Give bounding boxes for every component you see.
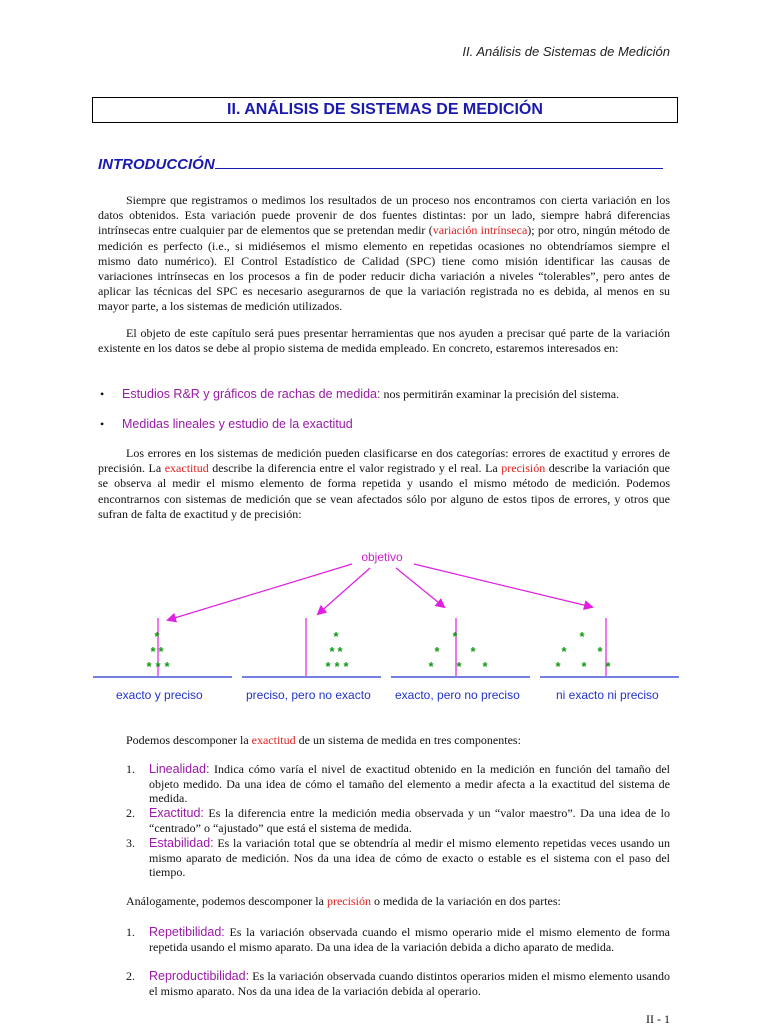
list2-text-1: Es la variación observada cuando el mismo operario mide el mismo elemento de forma repetida usando el mismo aparato. Da una idea de la variación debida a dicho aparato de medida.: [149, 925, 670, 954]
caption-precise-not-accurate: preciso, pero no exacto: [246, 688, 371, 702]
star: *: [482, 659, 488, 674]
paragraph-5: [98, 894, 670, 909]
list2-text-2: Es la variación observada cuando distintos operarios miden el mismo elemento usando el mismo aparato. Nos da una idea de la variación debida al operario.: [149, 969, 670, 998]
list2-num-1: 1.: [126, 925, 135, 939]
arrow-to-precise-not-accurate: [318, 568, 370, 614]
term-exactitud: Exactitud:: [149, 806, 204, 820]
list1-text-3: Es la variación total que se obtendría al medir el mismo elemento repetidas veces usando un mismo aparato de medición. Nos da una idea de cómo de exacto o estable es el sistema con el paso del tiempo.: [149, 836, 670, 880]
arrow-to-neither: [414, 564, 592, 607]
p3-part-a: Los errores en los sistemas de medición pueden clasificarse en dos categorías: errores de exactitud y errores de precisión. La: [98, 446, 670, 476]
star: *: [337, 644, 343, 659]
p2-text: El objeto de este capítulo será pues presentar herramientas que nos ayuden a precisar qué parte de la variación existente en los datos se debe al propio sistema de medida empleado. En concreto, estaremos interesados en:: [98, 326, 670, 356]
star: *: [581, 659, 587, 674]
precision-accuracy-diagram: [0, 540, 768, 710]
p5-part-a: Análogamente, podemos descomponer la: [126, 894, 327, 908]
bullet-item-2: [122, 417, 670, 432]
list2-num-2: 2.: [126, 969, 135, 983]
p4-term-exactitud: exactitud: [251, 733, 296, 747]
bullet-item-1: [122, 387, 670, 402]
caption-neither: ni exacto ni preciso: [556, 688, 659, 702]
p5-part-c: o medida de la variación en dos partes:: [370, 894, 561, 908]
p3-part-c: describe la diferencia entre el valor registrado y el real. La: [208, 461, 502, 476]
term-estabilidad: Estabilidad:: [149, 836, 214, 850]
term-reproductibilidad: Reproductibilidad:: [149, 969, 250, 983]
p3-term-precision: precisión: [501, 461, 546, 476]
bullet-mark-2: •: [100, 417, 105, 431]
list1-num-2: 2.: [126, 806, 135, 820]
star: *: [334, 659, 340, 674]
star: *: [470, 644, 476, 659]
star: *: [428, 659, 434, 674]
star: *: [456, 659, 462, 674]
target-label: objetivo: [361, 550, 403, 564]
arrow-to-accurate-not-precise: [396, 568, 444, 607]
list1-item-1: [149, 762, 670, 806]
star: *: [150, 644, 156, 659]
intro-heading-text: INTRODUCCIÓN: [98, 156, 215, 173]
intro-heading: [98, 154, 663, 173]
list1-item-2: [149, 806, 670, 835]
star: *: [555, 659, 561, 674]
star: *: [146, 659, 152, 674]
star: *: [154, 629, 160, 644]
list1-text-1: Indica cómo varía el nivel de exactitud obtenido en la medición en función del tamaño del objeto medido. Da una idea de cómo el tamaño del elemento a medir afecta a la exactitud del sistema de medida.: [149, 762, 670, 806]
p1-part-a: Siempre que registramos o medimos los resultados de un proceso nos encontramos con cierta variación en los datos obtenidos. Esta variación puede provenir de dos fuentes distintas: por un lado, siempre habrá diferencias intrínsecas entre cualquier par de elementos que se pretendan medir (: [98, 193, 670, 238]
star: *: [605, 659, 611, 674]
list1-num-3: 3.: [126, 836, 135, 850]
star: *: [434, 644, 440, 659]
star: *: [325, 659, 331, 674]
chapter-title: II. ANÁLISIS DE SISTEMAS DE MEDICIÓN: [92, 97, 678, 123]
list1-text-2: Es la diferencia entre la medición media observada y un “valor maestro”. Da una idea de lo “centrado” o “ajustado” que está el sistema de medida.: [149, 806, 670, 835]
term-repetibilidad: Repetibilidad:: [149, 925, 225, 939]
p1-term-variacion: variación intrínseca: [432, 223, 528, 238]
star: *: [158, 644, 164, 659]
caption-accurate-precise: exacto y preciso: [116, 688, 203, 702]
term-linealidad: Linealidad:: [149, 762, 210, 776]
star: *: [343, 659, 349, 674]
star: *: [164, 659, 170, 674]
p4-part-a: Podemos descomponer la: [126, 733, 252, 747]
list1-item-3: [149, 836, 670, 880]
star: *: [452, 629, 458, 644]
star: *: [561, 644, 567, 659]
paragraph-2: [98, 326, 670, 356]
page-number: II - 1: [646, 1012, 670, 1026]
star: *: [597, 644, 603, 659]
paragraph-1: [98, 193, 670, 315]
p3-term-exactitud: exactitud: [164, 461, 209, 476]
p5-term-precision: precisión: [326, 894, 371, 908]
arrow-to-accurate-precise: [168, 564, 352, 620]
p4-part-c: de un sistema de medida en tres componentes:: [295, 733, 521, 747]
bullet-mark-1: •: [100, 387, 105, 401]
star: *: [155, 659, 161, 674]
p3-part-e: describe la variación que se observa al medir el mismo elemento de forma repetida y usando el mismo método de medición. Podemos encontrarnos con sistemas de medición que se vean afectados sólo por alguno de estos tipos de errores, y otros que sufran de falta de exactitud y de precisión:: [98, 461, 670, 521]
list2-item-2: [149, 969, 670, 998]
intro-underline: [215, 154, 663, 169]
paragraph-3: [98, 446, 670, 522]
running-header: II. Análisis de Sistemas de Medición: [462, 44, 670, 59]
bullet-1-term: Estudios R&R y gráficos de rachas de medida:: [122, 387, 381, 401]
p1-part-c: ); por otro, ningún método de medición es perfecto (i.e., si midiésemos el mismo elemento en repetidas ocasiones no obtendríamos siempre el mismo dato numérico). El Control Estadístico de Calidad (SPC) tiene como misión identificar las causas de variaciones intrínsecas en los procesos a fin de poder reducir dicha variación a niveles “tolerables”, pero antes de aplicar las técnicas del SPC es necesario asegurarnos de que la variación registrada no es debida, al menos en su mayor parte, a los sistemas de medición utilizados.: [98, 223, 671, 314]
star: *: [579, 629, 585, 644]
paragraph-4: [98, 733, 670, 748]
bullet-1-text: nos permitirán examinar la precisión del sistema.: [380, 387, 620, 401]
bullet-2-term: Medidas lineales y estudio de la exactitud: [122, 417, 353, 431]
star: *: [333, 629, 339, 644]
star: *: [329, 644, 335, 659]
list1-num-1: 1.: [126, 762, 135, 776]
list2-item-1: [149, 925, 670, 954]
caption-accurate-not-precise: exacto, pero no preciso: [395, 688, 520, 702]
